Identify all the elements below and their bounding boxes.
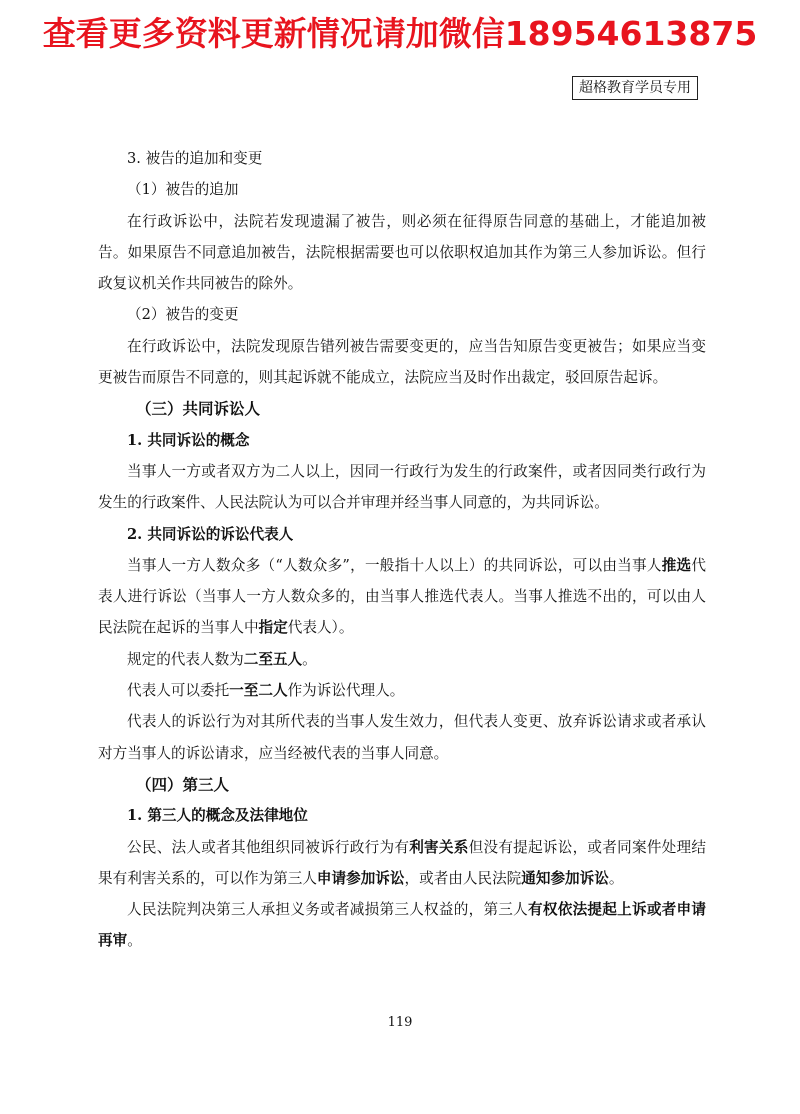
- section-heading-joint-litigants: （三）共同诉讼人: [136, 399, 261, 419]
- document-body: [98, 143, 706, 957]
- page-number: 119: [387, 1015, 413, 1030]
- subheading-defendant-change: （2）被告的变更: [127, 306, 239, 324]
- emphasis: 利害关系: [409, 838, 469, 856]
- emphasis: 二至五人: [243, 650, 303, 668]
- paragraph: 在行政诉讼中，法院若发现遗漏了被告，则必须在征得原告同意的基础上，才能追加被告。如果原告不同意追加被告，法院根据需要也可以依职权追加其作为第三人参加诉讼。但行政复议机关作共同被告的除外。: [98, 212, 706, 293]
- heading-defendant-change: 3. 被告的追加和变更: [127, 150, 263, 167]
- emphasis: 通知参加诉讼: [521, 869, 609, 887]
- section-heading-third-party: （四）第三人: [136, 774, 230, 794]
- emphasis: 指定: [258, 619, 288, 637]
- paragraph: 在行政诉讼中，法院发现原告错列被告需要变更的，应当告知原告变更被告；如果应当变更被告而原告不同意的，则其起诉就不能成立，法院应当及时作出裁定，驳回原告起诉。: [98, 337, 706, 387]
- emphasis: 申请参加诉讼: [316, 869, 405, 887]
- header-label: 超格教育学员专用: [572, 76, 698, 100]
- paragraph: 规定的代表人数为二至五人。: [127, 650, 317, 668]
- paragraph: 代表人可以委托一至二人作为诉讼代理人。: [127, 682, 405, 700]
- subheading-third-party-concept: 1. 第三人的概念及法律地位: [127, 807, 308, 825]
- paragraph: 当事人一方人数众多（“人数众多”，一般指十人以上）的共同诉讼，可以由当事人推选代表人进行诉讼（当事人一方人数众多的，由当事人推选代表人。当事人推选不出的，可以由人民法院在起诉的当事人中指定代表人）。: [98, 556, 706, 637]
- subheading-defendant-addition: （1）被告的追加: [127, 181, 239, 199]
- subheading-joint-litigation-concept: 1. 共同诉讼的概念: [127, 431, 250, 449]
- watermark-banner: 查看更多资料更新情况请加微信18954613875: [42, 14, 758, 53]
- emphasis: 推选: [661, 556, 692, 574]
- paragraph: 公民、法人或者其他组织同被诉行政行为有利害关系但没有提起诉讼，或者同案件处理结果有利害关系的，可以作为第三人申请参加诉讼，或者由人民法院通知参加诉讼。: [98, 838, 706, 887]
- emphasis: 一至二人: [229, 682, 288, 700]
- paragraph: 当事人一方或者双方为二人以上，因同一行政行为发生的行政案件，或者因同类行政行为发生的行政案件、人民法院认为可以合并审理并经当事人同意的，为共同诉讼。: [98, 462, 706, 512]
- emphasis: 有权依法提起上诉或者申请再审: [98, 901, 706, 950]
- paragraph: 代表人的诉讼行为对其所代表的当事人发生效力，但代表人变更、放弃诉讼请求或者承认对方当事人的诉讼请求，应当经被代表的当事人同意。: [98, 713, 706, 762]
- subheading-joint-litigation-representative: 2. 共同诉讼的诉讼代表人: [127, 525, 294, 543]
- paragraph: 人民法院判决第三人承担义务或者减损第三人权益的，第三人有权依法提起上诉或者申请再审。: [98, 901, 706, 950]
